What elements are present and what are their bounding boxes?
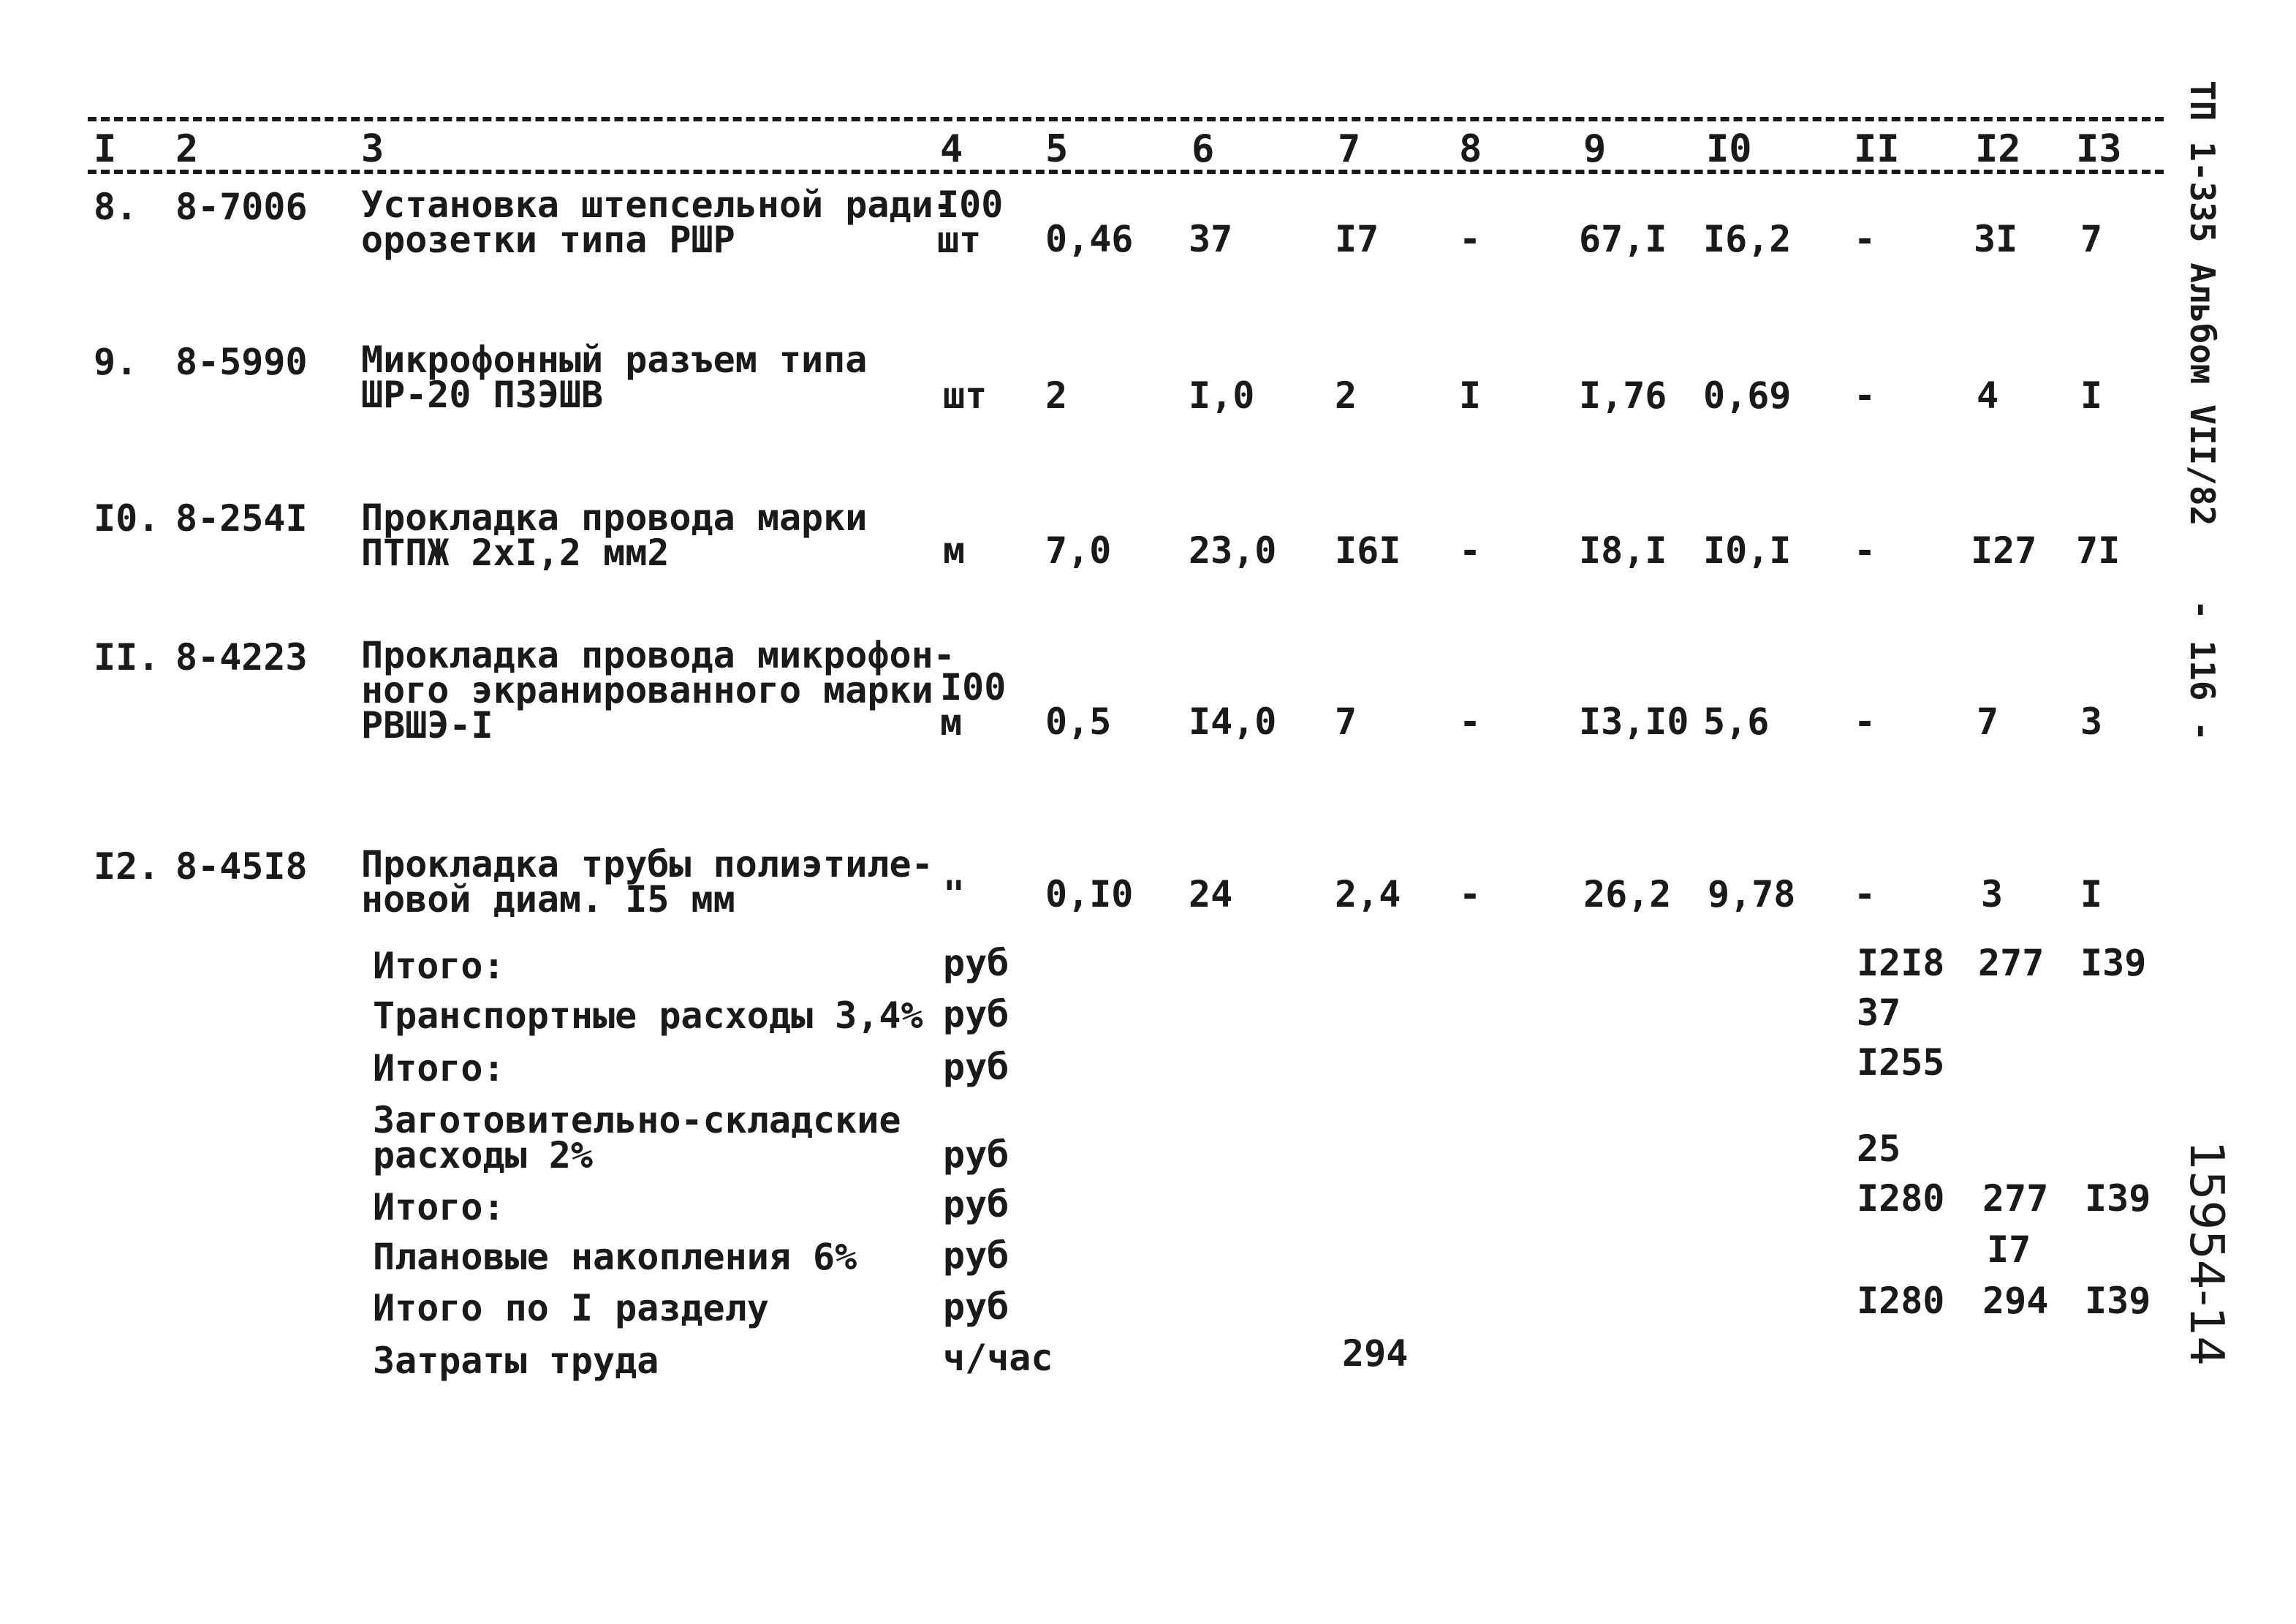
- row-col-10: I0,I: [1703, 529, 1792, 572]
- row-number: II.: [94, 636, 160, 679]
- summary-col-7: 294: [1342, 1332, 1409, 1375]
- summary-col-13: I39: [2085, 1177, 2151, 1220]
- row-col-10: I6,2: [1703, 218, 1792, 260]
- row-col-11: -: [1854, 700, 1876, 743]
- col-header-11: II: [1854, 127, 1900, 171]
- row-col-11: -: [1854, 374, 1876, 417]
- col-header-13: I3: [2076, 127, 2122, 171]
- col-header-8: 8: [1459, 127, 1482, 171]
- summary-col-11: I255: [1857, 1041, 1945, 1084]
- summary-label: Транспортные расходы 3,4%: [373, 994, 923, 1037]
- row-col-12: 4: [1977, 374, 1999, 417]
- row-col-6: 23,0: [1189, 529, 1277, 572]
- row-name: Установка штепсельной ради- орозетки типа РШР: [361, 184, 955, 261]
- row-col-6: I4,0: [1189, 700, 1277, 743]
- col-header-10: I0: [1706, 127, 1752, 171]
- row-number: 8.: [94, 186, 138, 228]
- row-col-12: 3I: [1974, 218, 2018, 260]
- row-unit: I00 м: [940, 666, 1007, 744]
- row-col-9: I8,I: [1579, 529, 1667, 572]
- summary-label: Итого:: [373, 1186, 505, 1228]
- row-col-10: 5,6: [1703, 700, 1770, 743]
- row-col-6: 24: [1189, 873, 1233, 915]
- row-col-5: 0,46: [1045, 218, 1134, 260]
- col-header-3: 3: [361, 127, 384, 171]
- margin-doc-reference: ТП 1-335 Альбом VII/82: [2183, 80, 2222, 526]
- row-col-6: I,0: [1189, 374, 1255, 417]
- row-col-7: 7: [1335, 700, 1357, 743]
- row-unit: I00 шт: [937, 184, 1004, 261]
- row-col-10: 9,78: [1708, 873, 1796, 915]
- row-unit: м: [943, 529, 966, 572]
- summary-label: Плановые накопления 6%: [373, 1236, 857, 1278]
- summary-col-11: I280: [1857, 1177, 1945, 1220]
- summary-col-12: 277: [1982, 1177, 2049, 1220]
- row-name: Прокладка трубы полиэтиле- новой диам. I5 мм: [361, 843, 933, 921]
- summary-unit: руб: [943, 942, 1009, 984]
- row-col-13: I: [2080, 374, 2103, 417]
- row-col-11: -: [1854, 529, 1876, 572]
- summary-unit: руб: [943, 1285, 1009, 1328]
- row-code: 8-5990: [175, 341, 308, 383]
- summary-label: Итого:: [373, 1047, 505, 1089]
- summary-unit: руб: [943, 1234, 1009, 1277]
- summary-label: Итого по I разделу: [373, 1287, 769, 1329]
- col-header-5: 5: [1045, 127, 1069, 171]
- row-col-9: 26,2: [1583, 873, 1672, 915]
- row-col-8: -: [1459, 873, 1482, 915]
- row-col-8: -: [1459, 218, 1482, 260]
- col-header-4: 4: [940, 127, 963, 171]
- summary-col-11: 37: [1857, 992, 1901, 1034]
- row-code: 8-4223: [175, 636, 308, 679]
- summary-col-13: I39: [2085, 1280, 2151, 1322]
- summary-unit: руб: [943, 993, 1009, 1035]
- header-top-rule: [88, 117, 2164, 121]
- row-col-9: 67,I: [1579, 218, 1667, 260]
- row-name: Прокладка провода микрофон- ного экранированного марки РВШЭ-I: [361, 634, 955, 747]
- col-header-7: 7: [1338, 127, 1361, 171]
- row-code: 8-45I8: [175, 845, 308, 888]
- row-col-5: 0,5: [1045, 700, 1112, 743]
- row-col-7: 2,4: [1335, 873, 1401, 915]
- row-col-10: 0,69: [1703, 374, 1792, 417]
- row-code: 8-254I: [175, 497, 308, 540]
- row-col-5: 2: [1045, 374, 1068, 417]
- summary-unit: ч/час: [943, 1337, 1053, 1379]
- row-col-13: 7: [2080, 218, 2103, 260]
- row-code: 8-7006: [175, 186, 308, 228]
- row-col-12: 7: [1977, 700, 1999, 743]
- row-col-7: I7: [1335, 218, 1379, 260]
- row-number: I2.: [94, 845, 160, 888]
- row-col-11: -: [1854, 873, 1876, 915]
- col-header-12: I2: [1975, 127, 2021, 171]
- row-col-5: 0,I0: [1045, 873, 1134, 915]
- row-col-8: -: [1459, 700, 1482, 743]
- col-header-1: I: [94, 127, 117, 171]
- margin-page-number: - 116 -: [2183, 600, 2222, 741]
- col-header-9: 9: [1583, 127, 1607, 171]
- summary-col-12: I7: [1987, 1228, 2031, 1271]
- row-col-8: -: [1459, 529, 1482, 572]
- summary-label: Заготовительно-складские расходы 2%: [373, 1099, 901, 1177]
- summary-label: Итого:: [373, 945, 505, 987]
- summary-unit: руб: [943, 1183, 1009, 1225]
- header-bottom-rule: [88, 170, 2164, 174]
- row-name: Микрофонный разъем типа ШР-20 П3ЭШВ: [361, 339, 868, 416]
- summary-col-11: I280: [1857, 1280, 1945, 1322]
- row-col-5: 7,0: [1045, 529, 1112, 572]
- summary-col-11: I2I8: [1857, 942, 1945, 984]
- summary-col-12: 277: [1978, 942, 2045, 984]
- col-header-2: 2: [175, 127, 199, 171]
- row-col-8: I: [1459, 374, 1482, 417]
- row-col-13: 7I: [2076, 529, 2121, 572]
- row-unit: шт: [943, 374, 988, 417]
- row-col-7: 2: [1335, 374, 1357, 417]
- summary-col-11: 25: [1857, 1128, 1901, 1170]
- summary-col-13: I39: [2080, 942, 2147, 984]
- summary-unit: руб: [943, 1133, 1009, 1176]
- summary-label: Затраты труда: [373, 1340, 659, 1382]
- row-unit: ": [943, 873, 966, 915]
- row-col-13: 3: [2080, 700, 2103, 743]
- row-number: 9.: [94, 341, 138, 383]
- summary-col-12: 294: [1982, 1280, 2049, 1322]
- col-header-6: 6: [1191, 127, 1215, 171]
- margin-inventory-number: 15954-14: [2179, 1141, 2233, 1367]
- row-col-12: 3: [1981, 873, 2004, 915]
- row-col-11: -: [1854, 218, 1876, 260]
- row-col-12: I27: [1971, 529, 2037, 572]
- row-col-7: I6I: [1335, 529, 1401, 572]
- row-col-9: I,76: [1579, 374, 1667, 417]
- row-col-9: I3,I0: [1579, 700, 1689, 743]
- row-name: Прокладка провода марки ПТПЖ 2хI,2 мм2: [361, 496, 868, 574]
- row-col-6: 37: [1189, 218, 1233, 260]
- row-number: I0.: [94, 497, 160, 540]
- row-col-13: I: [2080, 873, 2103, 915]
- summary-unit: руб: [943, 1046, 1009, 1088]
